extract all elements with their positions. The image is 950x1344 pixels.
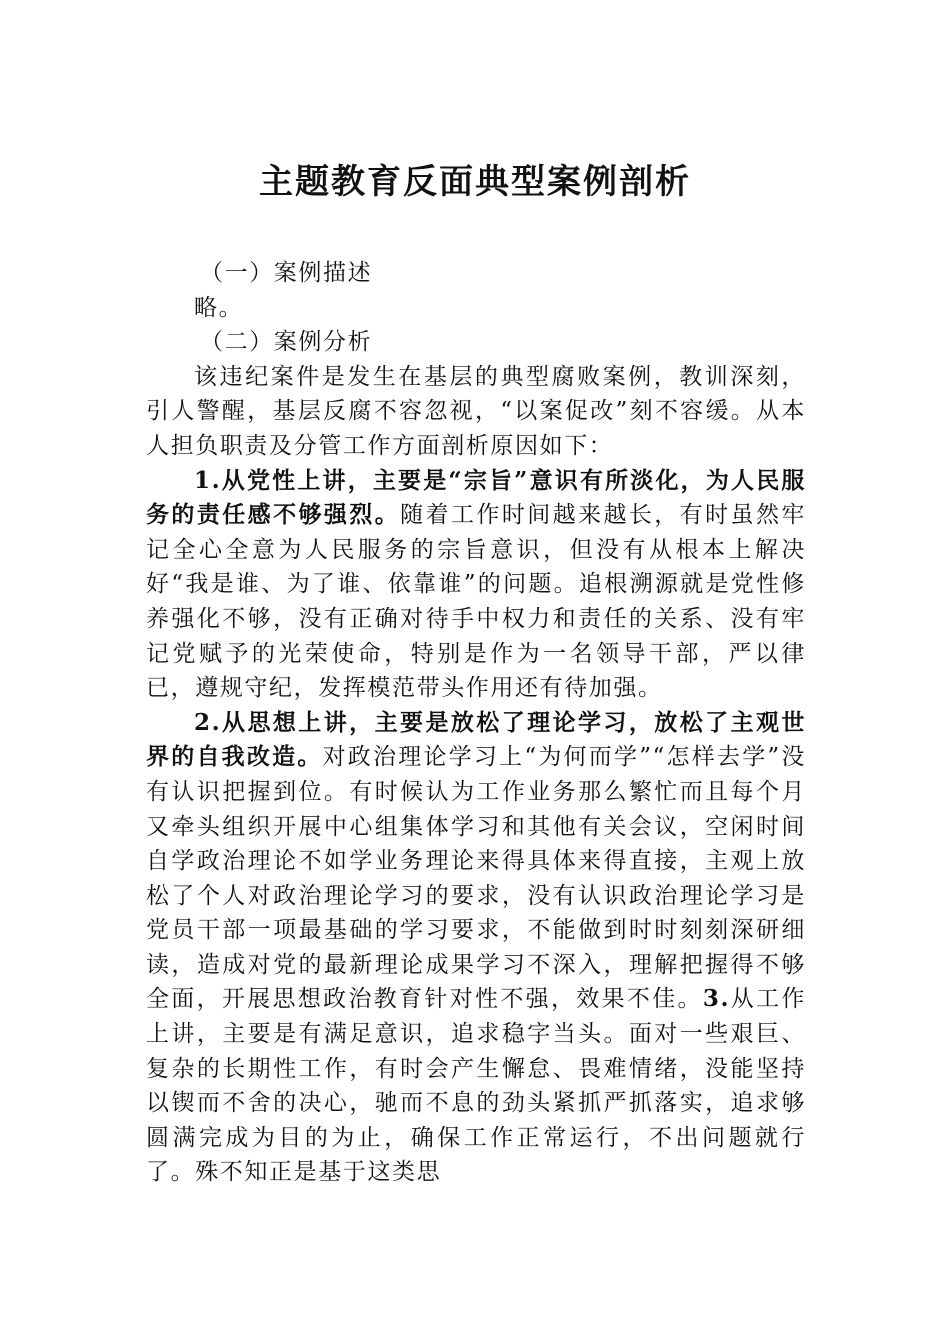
section-heading-case-analysis: （二）案例分析 [200, 329, 373, 356]
point-2-body: 对政治理论学习上“为何而学”“怎样去学”没有认识把握到位。有时候认为工作业务那么繁忙而且每个月又牵头组织开展中心组集体学习和其他有关会议，空闲时间自学政治理论不如学业务理论来得具体来得直接，主观上放松了个人对政治理论学习的要求，没有认识政治理论学习是党员干部一项最基础的学习要求，不能做到时时刻刻深研细读，造成对党的最新理论成果学习不深入，理解把握得不够全面，开展思想政治教育针对性不强，效果不佳。 [146, 744, 807, 1013]
document-body [146, 256, 806, 1190]
point-1-body: 随着工作时间越来越长，有时虽然牢记全心全意为人民服务的宗旨意识，但没有从根本上解决好“我是谁、为了谁、依靠谁”的问题。追根溯源就是党性修养强化不够，没有正确对待手中权力和责任的关系、没有牢记党赋予的光荣使命，特别是作为一名领导干部，严以律已，遵规守纪，发挥模范带头作用还有待加强。 [146, 502, 806, 702]
point-1-lead: 1.从党性上讲，主要是“宗旨”意识有所淡化，为人民服务的责任感不够强烈。 [146, 466, 806, 529]
point-2-paragraph [146, 706, 806, 1190]
section-body-case-description: 略。 [194, 294, 244, 321]
point-2-lead: 2.从思想上讲，主要是放松了理论学习，放松了主观世界的自我改造。 [146, 708, 806, 771]
section-heading-case-description: （一）案例描述 [200, 260, 373, 286]
document-title: 主题教育反面典型案例剖析 [259, 162, 691, 202]
intro-paragraph: 该违纪案件是发生在基层的典型腐败案例，教训深刻，引人警醒，基层反腐不容忽视，“以案促改”刻不容缓。从本人担负职责及分管工作方面剖析原因如下： [146, 363, 806, 459]
point-1-paragraph [146, 464, 806, 706]
point-3-number: 3. [702, 985, 731, 1013]
point-3-body: 从工作上讲，主要是有满足意识，追求稳字当头。面对一些艰巨、复杂的长期性工作，有时会产生懈怠、畏难情绪，没能坚持以锲而不舍的决心，驰而不息的劲头紧抓严抓落实，追求够圆满完成为目的为止，确保工作正常运行，不出问题就行了。殊不知正是基于这类思 [146, 986, 806, 1186]
